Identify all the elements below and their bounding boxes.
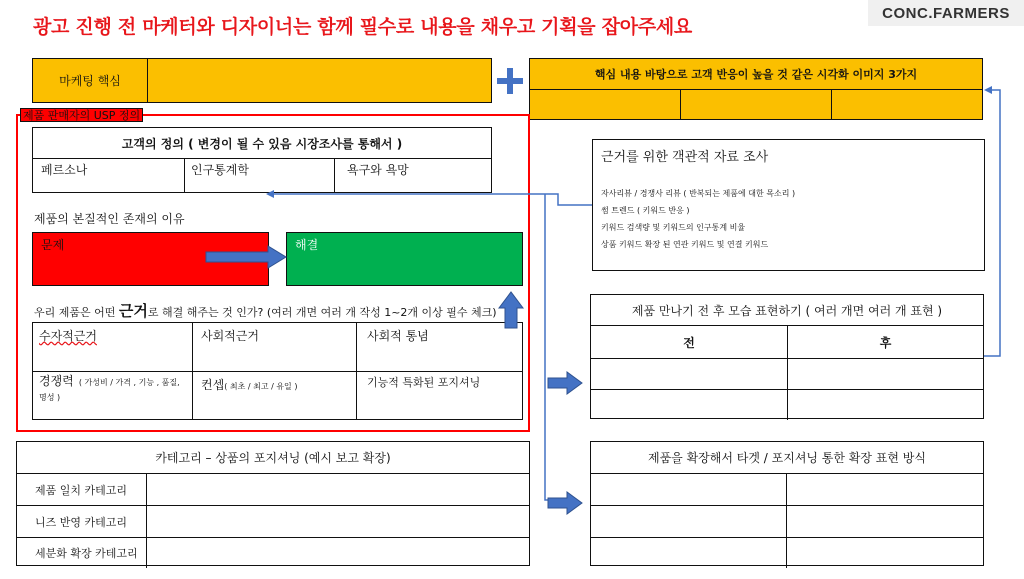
social-basis-label: 사회적근거 xyxy=(201,329,259,343)
before-after-table xyxy=(590,294,984,419)
before-cell-2[interactable] xyxy=(591,390,788,420)
problem-box[interactable] xyxy=(32,232,269,286)
basis-question-suffix: 로 해결 해주는 것 인가? (여러 개면 여러 개 작성 1~2개 이상 필수 체크) xyxy=(147,306,497,319)
expansion-table xyxy=(590,441,984,566)
social-norm-label: 사회적 통념 xyxy=(367,329,429,343)
category-row-label: 제품 일치 카테고리 xyxy=(17,474,147,505)
competitiveness-detail: ( 가성비 / 가격 , 기능 , 품질, 명성 ) xyxy=(39,378,180,402)
right-arrow-icon xyxy=(548,492,582,514)
research-list xyxy=(601,185,795,253)
numeric-basis-label: 수자적근거 xyxy=(39,329,97,343)
after-cell-2[interactable] xyxy=(788,390,983,420)
category-row-label: 세분화 확장 카테고리 xyxy=(17,538,147,568)
social-norm-header xyxy=(357,323,522,371)
customer-definition-table xyxy=(32,127,492,193)
concept-label: 컨셉 xyxy=(201,378,225,392)
solution-box[interactable] xyxy=(286,232,523,286)
basis-question-bold: 근거 xyxy=(118,302,148,320)
usp-label: 제품 판매자의 USP 정의 xyxy=(20,108,143,122)
visual-images-header: 핵심 내용 바탕으로 고객 반응이 높을 것 같은 시각화 이미지 3가지 xyxy=(530,59,982,90)
visual-image-slot-2[interactable] xyxy=(681,90,832,120)
demographics-cell[interactable] xyxy=(185,159,335,193)
research-box[interactable] xyxy=(592,139,985,271)
expansion-cell[interactable] xyxy=(787,474,983,505)
essence-label: 제품의 본질적인 존재의 이유 xyxy=(34,212,185,226)
customer-definition-header: 고객의 정의 ( 변경이 될 수 있음 시장조사를 통해서 ) xyxy=(33,128,491,159)
connector-line xyxy=(984,90,1000,356)
social-basis-header xyxy=(193,323,357,371)
before-cell-1[interactable] xyxy=(591,359,788,389)
concept-detail: ( 최초 / 최고 / 유일 ) xyxy=(224,382,298,391)
expansion-title: 제품을 확장해서 타겟 / 포지셔닝 통한 확장 표현 방식 xyxy=(591,442,983,474)
persona-cell[interactable] xyxy=(33,159,185,193)
visual-image-slot-3[interactable] xyxy=(832,90,982,120)
category-row-input[interactable] xyxy=(147,474,529,505)
after-cell-1[interactable] xyxy=(788,359,983,389)
plus-icon xyxy=(497,68,523,94)
before-header: 전 xyxy=(591,326,788,358)
after-header: 후 xyxy=(879,335,892,350)
category-title: 카테고리 – 상품의 포지셔닝 (예시 보고 확장) xyxy=(17,442,529,474)
page-title: 광고 진행 전 마케터와 디자이너는 함께 필수로 내용을 채우고 기획을 잡아주세요 xyxy=(33,16,692,38)
competitiveness-cell[interactable] xyxy=(33,372,193,420)
concept-cell[interactable] xyxy=(193,372,357,420)
category-row-input[interactable] xyxy=(147,538,529,568)
research-item: 자사리뷰 / 경쟁사 리뷰 ( 반복되는 제품에 대한 목소리 ) xyxy=(601,189,796,198)
connector-line xyxy=(545,194,548,500)
needs-desires-cell[interactable] xyxy=(335,159,491,193)
brand-logo: CONC.FARMERS xyxy=(868,0,1024,26)
visual-images-box xyxy=(529,58,983,120)
solution-label: 해결 xyxy=(295,238,319,252)
demographics-label: 인구통계학 xyxy=(191,163,249,177)
basis-question xyxy=(34,300,497,321)
research-item: 썸 트렌드 ( 키워드 반응 ) xyxy=(601,206,690,215)
expansion-cell[interactable] xyxy=(787,506,983,537)
functional-positioning-cell[interactable] xyxy=(357,372,522,420)
right-arrow-icon xyxy=(548,372,582,394)
numeric-basis-header xyxy=(33,323,193,371)
basis-question-prefix: 우리 제품은 어떤 xyxy=(34,306,119,319)
category-table xyxy=(16,441,530,566)
expansion-cell[interactable] xyxy=(787,538,983,568)
expansion-cell[interactable] xyxy=(591,538,787,568)
marketing-core-label: 마케팅 핵심 xyxy=(33,59,148,102)
research-title: 근거를 위한 객관적 자료 조사 xyxy=(601,150,769,165)
problem-label: 문제 xyxy=(41,238,65,252)
table-row xyxy=(17,538,529,568)
needs-desires-label: 욕구와 욕망 xyxy=(347,163,409,177)
visual-image-slot-1[interactable] xyxy=(530,90,681,120)
table-row xyxy=(17,474,529,506)
expansion-cell[interactable] xyxy=(591,474,787,505)
persona-label: 페르소나 xyxy=(41,163,88,177)
marketing-core-input[interactable] xyxy=(148,59,491,102)
basis-table xyxy=(32,322,523,420)
functional-positioning-label: 기능적 특화된 포지셔닝 xyxy=(367,376,481,389)
table-row xyxy=(17,506,529,538)
category-row-input[interactable] xyxy=(147,506,529,537)
research-item: 상품 키워드 확장 된 연관 키워드 및 연결 키워드 xyxy=(601,240,769,249)
marketing-core-box xyxy=(32,58,492,103)
research-item: 키워드 검색량 및 키워드의 인구통계 비율 xyxy=(601,223,746,232)
expansion-cell[interactable] xyxy=(591,506,787,537)
before-after-title: 제품 만나기 전 후 모습 표현하기 ( 여러 개면 여러 개 표현 ) xyxy=(591,295,983,326)
competitiveness-label: 경쟁력 xyxy=(39,374,74,388)
category-row-label: 니즈 반영 카테고리 xyxy=(17,506,147,537)
